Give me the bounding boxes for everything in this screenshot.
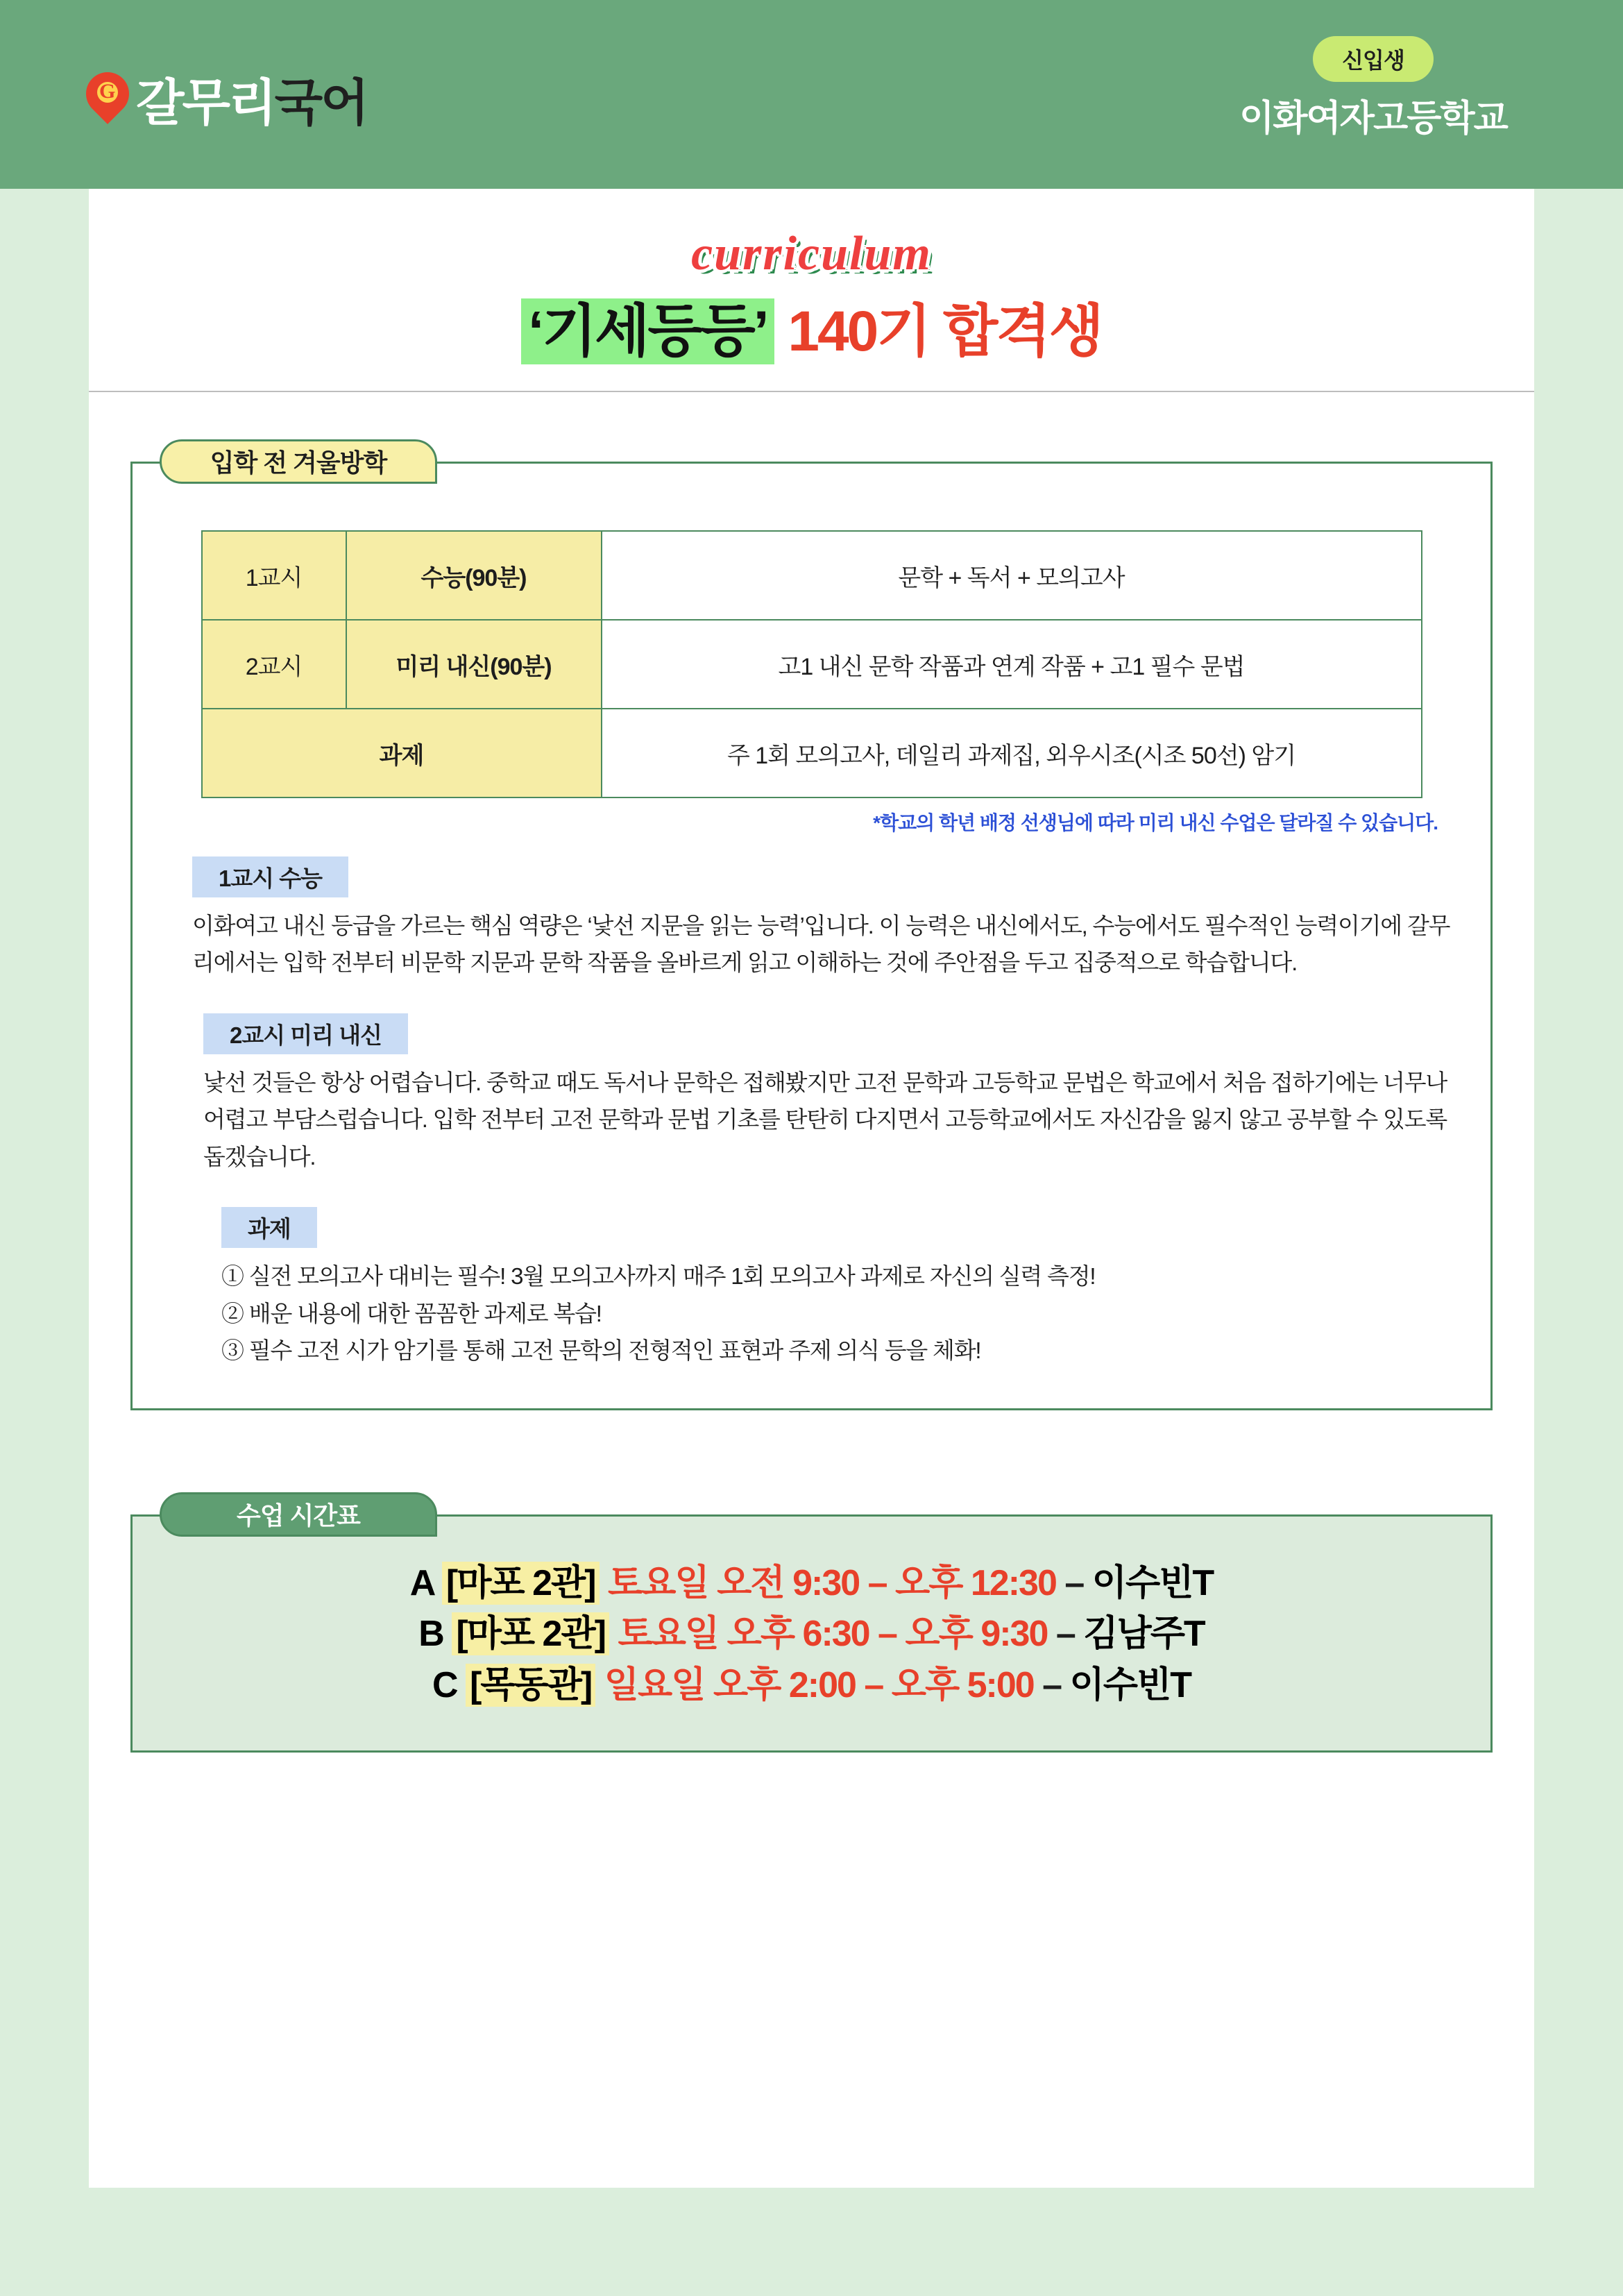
curriculum-word: curriculum (691, 227, 932, 280)
class-label: A (409, 1562, 434, 1603)
logo-text (136, 62, 367, 135)
table-note: *학교의 학년 배정 선생님에 따라 미리 내신 수업은 달라질 수 있습니다. (873, 812, 1438, 834)
cell-content: 문학 + 독서 + 모의고사 (602, 531, 1422, 620)
class-room: [목동관] (466, 1664, 595, 1707)
block-heading: 2교시 미리 내신 (203, 1013, 408, 1054)
class-dash: – (1064, 1562, 1084, 1603)
page-title (89, 286, 1534, 367)
title-zone (89, 189, 1534, 392)
page-title-rest: 140기 합격생 (774, 300, 1102, 363)
block-period1 (171, 856, 1452, 981)
header-school-info (1193, 36, 1554, 141)
map-pin-icon (86, 72, 129, 125)
timetable-row (160, 1609, 1463, 1660)
section-timetable (130, 1501, 1493, 1753)
page-title-highlight: ‘기세등등’ (521, 298, 774, 364)
timetable-row (160, 1660, 1463, 1712)
table-row (202, 709, 1422, 797)
class-teacher: 이수빈T (1091, 1562, 1214, 1603)
cell-task-label: 과제 (202, 709, 602, 797)
class-label: C (432, 1665, 457, 1706)
list-item: ② 배운 내용에 대한 꼼꼼한 과제로 복습! (221, 1300, 602, 1326)
curriculum-table (201, 530, 1422, 798)
list-item: ③ 필수 고전 시가 암기를 통해 고전 문학의 전형적인 표현과 주제 의식 등을 체화! (221, 1337, 981, 1364)
status-badge: 신입생 (1313, 36, 1434, 82)
section2-box (130, 1514, 1493, 1753)
school-name: 이화여자고등학교 (1239, 99, 1507, 139)
block-heading: 1교시 수능 (192, 856, 348, 897)
class-time: 토요일 오후 6:30 – 오후 9:30 (618, 1614, 1048, 1655)
table-row (202, 620, 1422, 709)
class-dash: – (1055, 1614, 1075, 1655)
cell-subject: 미리 내신(90분) (346, 620, 602, 709)
cell-content: 주 1회 모의고사, 데일리 과제집, 외우시조(시조 50선) 암기 (602, 709, 1422, 797)
section1-tab: 입학 전 겨울방학 (160, 439, 437, 484)
cell-content: 고1 내신 문학 작품과 연계 작품 + 고1 필수 문법 (602, 620, 1422, 709)
class-dash: – (1042, 1665, 1062, 1706)
block-text: 이화여고 내신 등급을 가르는 핵심 역량은 ‘낯선 지문을 읽는 능력’입니다. 이 능력은 내신에서도, 수능에서도 필수적인 능력이기에 갈무리에서는 입학 전부터 비문학 지문과 문학 작품을 올바르게 읽고 이해하는 것에 주안점을 두고 집중적으로 학습합니다. (192, 913, 1450, 976)
section-winter-vacation (130, 448, 1493, 1410)
class-time: 일요일 오후 2:00 – 오후 5:00 (604, 1665, 1034, 1706)
block-text: 낯선 것들은 항상 어렵습니다. 중학교 때도 독서나 문학은 접해봤지만 고전 문학과 고등학교 문법은 학교에서 처음 접하기에는 너무나 어렵고 부담스럽습니다. 입학 전부터 고전 문학과 문법 기초를 탄탄히 다지면서 고등학교에서도 자신감을 잃지 않고 공부할 수 있도록 돕겠습니다. (203, 1069, 1447, 1170)
list-item: ① 실전 모의고사 대비는 필수! 3월 모의고사까지 매주 1회 모의고사 과제로 자신의 실력 측정! (221, 1263, 1096, 1290)
logo-text-part1: 갈무리 (136, 76, 275, 131)
block-heading: 과제 (221, 1207, 317, 1248)
cell-subject: 수능(90분) (346, 531, 602, 620)
logo-text-part2: 국어 (274, 76, 367, 131)
table-row (202, 531, 1422, 620)
cell-period: 2교시 (202, 620, 346, 709)
class-room: [마포 2관] (442, 1562, 600, 1605)
class-label: B (418, 1614, 443, 1655)
section2-tab: 수업 시간표 (160, 1492, 437, 1537)
page-header (0, 0, 1623, 189)
page-body (0, 189, 1623, 2271)
block-period2 (171, 1013, 1452, 1175)
section1-box (130, 462, 1493, 1410)
brand-logo (86, 62, 367, 135)
timetable-row (160, 1558, 1463, 1610)
class-room: [마포 2관] (452, 1612, 609, 1655)
class-teacher: 김남주T (1083, 1614, 1205, 1655)
logo-letter: G (99, 80, 116, 103)
cell-period: 1교시 (202, 531, 346, 620)
class-time: 토요일 오전 9:30 – 오후 12:30 (608, 1562, 1056, 1603)
class-teacher: 이수빈T (1069, 1665, 1191, 1706)
block-tasks (171, 1207, 1452, 1369)
content-card (89, 189, 1534, 2188)
